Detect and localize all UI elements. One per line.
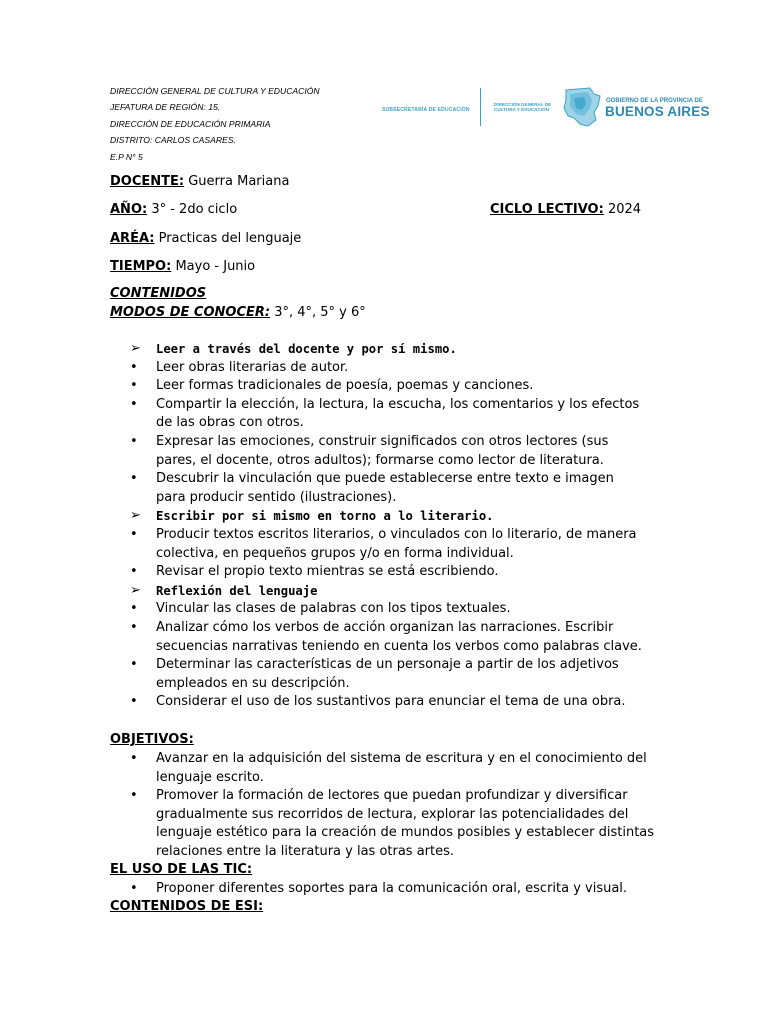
tiempo-label: TIEMPO: bbox=[110, 259, 172, 274]
modos-label: MODOS DE CONOCER: bbox=[110, 305, 271, 320]
header-line: E.P N° 5 bbox=[110, 151, 143, 162]
logo-subsecretaria-text: SUBSECRETARÍA DE EDUCACIÓN bbox=[382, 107, 470, 113]
list-item bbox=[130, 470, 660, 507]
list-item bbox=[130, 377, 660, 396]
area-field bbox=[110, 231, 301, 246]
list-item bbox=[130, 600, 660, 619]
bullet-icon: • bbox=[130, 881, 138, 896]
header-line: DIRECCIÓN GENERAL DE CULTURA Y EDUCACIÓN bbox=[110, 86, 320, 96]
anio-field bbox=[110, 202, 237, 217]
bullet-icon: • bbox=[130, 694, 138, 710]
logo-direccion-text bbox=[494, 102, 551, 113]
tiempo-field bbox=[110, 259, 255, 274]
list-item bbox=[130, 340, 660, 359]
bullet-icon: • bbox=[130, 396, 138, 412]
list-item-line: gradualmente sus recorridos de lectura, explorar las potencialidades del bbox=[156, 806, 629, 822]
list-item-line: Determinar las características de un personaje a partir de los adjetivos bbox=[156, 657, 619, 673]
modos-value: 3°, 4°, 5° y 6° bbox=[270, 305, 366, 320]
docente-value: Guerra Mariana bbox=[184, 174, 290, 189]
list-item-line: Leer formas tradicionales de poesía, poemas y canciones. bbox=[156, 378, 534, 394]
tic-label: EL USO DE LAS TIC: bbox=[110, 862, 253, 877]
list-item-line: Leer a través del docente y por sí mismo. bbox=[156, 342, 457, 356]
list-item bbox=[130, 359, 660, 378]
list-item bbox=[130, 526, 660, 563]
list-item-line: Reflexión del lenguaje bbox=[156, 583, 318, 598]
modos-de-conocer-field bbox=[110, 305, 366, 320]
list-item-line: Escribir por si mismo en torno a lo literario. bbox=[156, 509, 494, 524]
anio-label: AÑO: bbox=[110, 202, 148, 217]
bullet-icon: • bbox=[130, 359, 138, 375]
arrow-bullet-icon: ➢ bbox=[130, 582, 141, 598]
logo-divider bbox=[480, 88, 481, 126]
list-item-line: lenguaje escrito. bbox=[156, 769, 264, 785]
list-item-line: de las obras con otros. bbox=[156, 415, 304, 431]
header-line: DISTRITO: CARLOS CASARES. bbox=[110, 135, 236, 146]
bullet-icon: • bbox=[130, 526, 138, 542]
bullet-icon: • bbox=[130, 601, 138, 617]
objetivos-label: OBJETIVOS: bbox=[110, 732, 194, 747]
list-item bbox=[130, 787, 660, 861]
list-item-line: colectiva, en pequeños grupos y/o en forma individual. bbox=[156, 545, 514, 561]
list-item bbox=[130, 750, 660, 787]
list-item-line: Proponer diferentes soportes para la comunicación oral, escrita y visual. bbox=[156, 881, 628, 896]
ciclo-lectivo-field bbox=[490, 202, 641, 217]
list-item bbox=[130, 433, 660, 470]
docente-label: DOCENTE: bbox=[110, 174, 185, 189]
list-item bbox=[130, 693, 660, 712]
docente-field bbox=[110, 174, 289, 189]
list-item-line: pares, el docente, otros adultos); formarse como lector de literatura. bbox=[156, 452, 604, 468]
list-item-line: Producir textos escritos literarios, o vinculados con lo literario, de manera bbox=[156, 526, 637, 542]
header-line: JEFATURA DE REGIÓN: 15. bbox=[110, 102, 221, 113]
arrow-bullet-icon: ➢ bbox=[130, 508, 141, 524]
list-item-line: Analizar cómo los verbos de acción organizan las narraciones. Escribir bbox=[156, 619, 614, 635]
anio-value: 3° - 2do ciclo bbox=[147, 202, 238, 217]
tiempo-value: Mayo - Junio bbox=[171, 259, 256, 274]
list-item-line: Expresar las emociones, construir significados con otros lectores (sus bbox=[156, 433, 609, 449]
logo-dg-line: CULTURA Y EDUCACIÓN bbox=[494, 107, 549, 113]
list-item-line: empleados en su descripción. bbox=[156, 675, 350, 691]
bullet-icon: • bbox=[130, 657, 138, 673]
bullet-icon: • bbox=[130, 378, 138, 394]
ciclo-lectivo-label: CICLO LECTIVO: bbox=[490, 202, 604, 217]
logo-gobierno-text: GOBIERNO DE LA PROVINCIA DE bbox=[606, 98, 703, 104]
bullet-icon: • bbox=[130, 788, 138, 804]
bullet-icon: • bbox=[130, 433, 138, 449]
province-map-icon bbox=[560, 86, 602, 128]
header-line: DIRECCIÓN DE EDUCACIÓN PRIMARIA bbox=[110, 118, 271, 129]
contenidos-list bbox=[130, 340, 660, 712]
list-item bbox=[130, 656, 660, 693]
list-item-line: Leer obras literarias de autor. bbox=[156, 359, 349, 375]
list-item-line: secuencias narrativas teniendo en cuenta los verbos como palabras clave. bbox=[156, 638, 642, 654]
institution-header bbox=[110, 83, 320, 165]
bullet-icon: • bbox=[130, 619, 138, 635]
list-item bbox=[130, 563, 660, 582]
list-item-line: Promover la formación de lectores que puedan profundizar y diversificar bbox=[156, 788, 628, 804]
objetivos-list bbox=[130, 750, 660, 862]
area-label: ARÉA: bbox=[110, 231, 155, 246]
list-item-line: Vincular las clases de palabras con los tipos textuales. bbox=[156, 601, 511, 617]
bullet-icon: • bbox=[130, 471, 138, 487]
contenidos-heading bbox=[110, 286, 206, 301]
list-item-line: lenguaje estético para la creación de mundos posibles y establecer distintas bbox=[156, 825, 655, 841]
list-item-line: relaciones entre la literatura y las otras artes. bbox=[156, 843, 455, 859]
list-item bbox=[130, 880, 660, 899]
logo-dg-line: DIRECCIÓN GENERAL DE bbox=[494, 102, 552, 107]
list-item-line: para producir sentido (ilustraciones). bbox=[156, 489, 397, 505]
list-item bbox=[130, 619, 660, 656]
government-logo bbox=[380, 86, 710, 130]
bullet-icon: • bbox=[130, 564, 138, 580]
area-value: Practicas del lenguaje bbox=[154, 231, 302, 246]
logo-buenos-aires-text: BUENOS AIRES bbox=[605, 104, 710, 119]
contenidos-label: CONTENIDOS bbox=[110, 286, 207, 301]
ciclo-lectivo-value: 2024 bbox=[603, 202, 642, 217]
list-item bbox=[130, 582, 660, 601]
list-item-line: Descubrir la vinculación que puede establecerse entre texto e imagen bbox=[156, 471, 614, 487]
list-item-line: Considerar el uso de los sustantivos para enunciar el tema de una obra. bbox=[156, 694, 626, 710]
list-item-line: Revisar el propio texto mientras se está escribiendo. bbox=[156, 564, 499, 580]
esi-label: CONTENIDOS DE ESI: bbox=[110, 899, 264, 914]
list-item-line: Compartir la elección, la lectura, la escucha, los comentarios y los efectos bbox=[156, 396, 640, 412]
list-item bbox=[130, 507, 660, 526]
arrow-bullet-icon: ➢ bbox=[130, 341, 141, 356]
list-item bbox=[130, 396, 660, 433]
list-item-line: Avanzar en la adquisición del sistema de escritura y en el conocimiento del bbox=[156, 751, 647, 766]
bullet-icon: • bbox=[130, 751, 138, 766]
tic-list bbox=[130, 880, 660, 899]
